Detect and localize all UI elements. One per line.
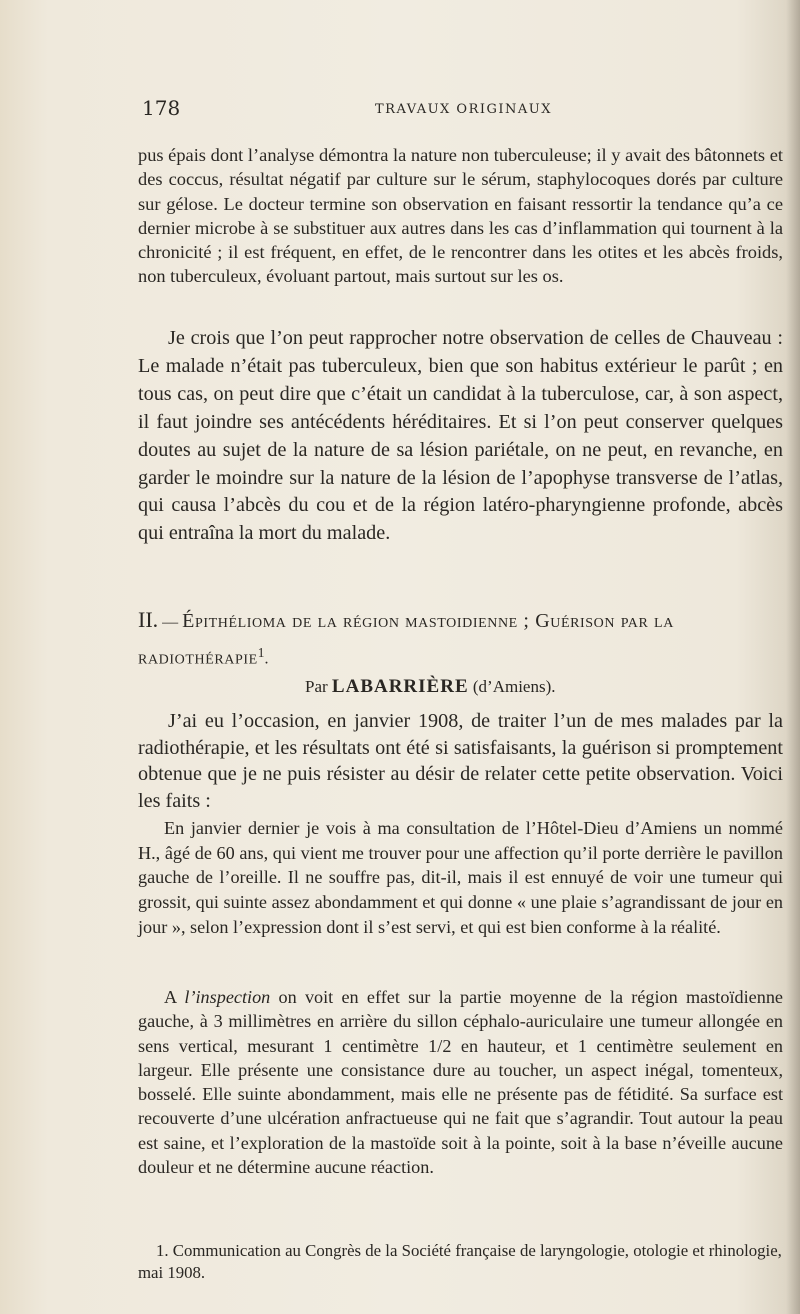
page-header	[140, 96, 780, 126]
author-place: (d’Amiens).	[468, 677, 556, 696]
inspection-body: on voit en effet sur la partie moyenne de la région mastoïdienne gauche, à 3 millimètres en arrière du sillon céphalo-auriculaire une tumeur allongée en sens vertical, mesurant 1 centimètre 1/2 en hauteur, et 1 centimètre seulement en largeur. Elle présente une consistance dure au toucher, un aspect inégal, tomenteux, bosselé. Elle suinte abondamment, mais elle ne présente pas de fétidité. Sa surface est recouverte d’une ulcération anfractueuse qui ne fait que s’agrandir. Tout autour la peau est saine, et l’exploration de la mastoïde soit à la pointe, soit à la base n’éveille aucune douleur et ne détermine aucune réaction.	[138, 987, 783, 1178]
section-title	[138, 605, 783, 674]
section-title-text: Épithélioma de la région mastoidienne ; Guérison par la radiothérapie	[138, 610, 674, 669]
inspection-lead: A	[164, 987, 185, 1007]
paragraph-continued: pus épais dont l’analyse démontra la nature non tuberculeuse; il y avait des bâtonnets et des coccus, résultat négatif par culture sur le sérum, staphylocoques dorés par culture sur gélose. Le docteur termine son observation en faisant ressortir la tendance qu’a ce dernier microbe à se substituer aux autres dans les cas d’inflammation qui tournent à la chronicité ; il est fréquent, en effet, de le rencontrer dans les otites et les abcès froids, non tuberculeux, évoluant partout, mais surtout sur les os.	[138, 145, 783, 287]
paragraph-inspection	[138, 985, 783, 1179]
footnote-marker[interactable]: 1	[257, 645, 265, 660]
footnote: 1. Communication au Congrès de la Société française de laryngologie, otologie et rhinologie, mai 1908.	[138, 1241, 782, 1282]
section-title-end: .	[264, 650, 269, 668]
paragraph-intro: J’ai eu l’occasion, en janvier 1908, de traiter l’un de mes malades par la radiothérapie, et les résultats ont été si satisfaisants, la guérison si promptement obtenue que je ne puis résister au désir de relater cette petite observation. Voici les faits :	[138, 710, 783, 812]
page-edge-shadow	[786, 0, 800, 1314]
running-title: TRAVAUX ORIGINAUX	[375, 102, 553, 117]
section-dash: —	[158, 614, 183, 631]
paragraph-case: En janvier dernier je vois à ma consultation de l’Hôtel-Dieu d’Amiens un nommé H., âgé de 60 ans, qui vient me trouver pour une affection qu’il porte derrière le pavillon gauche de l’oreille. Il ne souffre pas, dit-il, mais il est ennuyé de voir une tumeur qui grossit, qui suinte assez abondamment et qui donne « une plaie s’agrandissant de jour en jour », selon l’expression dont il s’est servi, et qui est bien conforme à la réalité.	[138, 818, 783, 937]
author-line	[305, 676, 556, 698]
inspection-italic: l’inspection	[184, 987, 271, 1007]
author-prefix: Par	[305, 677, 332, 696]
paragraph-chauveau: Je crois que l’on peut rapprocher notre observation de celles de Chauveau : Le malade n’était pas tuberculeux, bien que son habitus extérieur le parût ; en tous cas, on peut dire que c’était un candidat à la tuberculose, car, à son aspect, il faut joindre ses antécédents héréditaires. Et si l’on peut conserver quelques doutes au sujet de la nature de sa lésion pariétale, on ne peut, en revanche, en garder le moindre sur la nature de la lésion de l’apophyse transverse de l’atlas, qui causa l’abcès du cou et de la région latéro-pharyngienne profonde, abcès qui entraîna la mort du malade.	[138, 327, 783, 545]
section-numeral: II.	[138, 607, 159, 632]
page-number: 178	[142, 96, 181, 120]
author-name: LABARRIÈRE	[331, 676, 469, 697]
